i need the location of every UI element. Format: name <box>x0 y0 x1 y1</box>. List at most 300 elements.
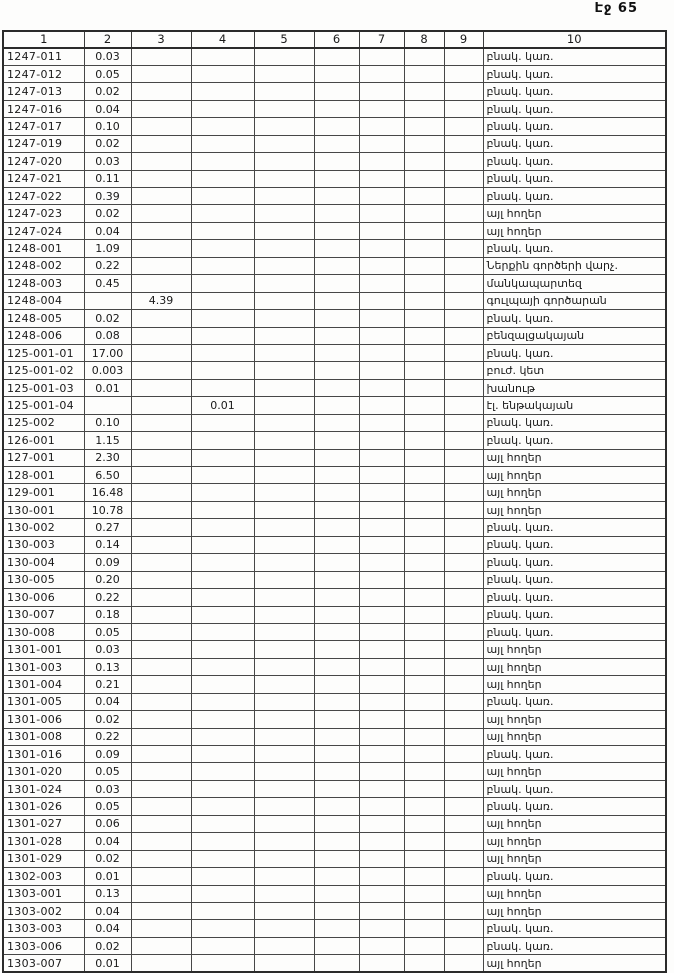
table-row <box>3 711 666 728</box>
empty-cell <box>404 467 444 484</box>
area-value: 0.04 <box>84 100 131 117</box>
column-header: 6 <box>314 31 359 48</box>
area-value <box>191 798 254 815</box>
parcel-code: 1247-022 <box>3 188 84 205</box>
empty-cell <box>444 83 483 100</box>
empty-cell <box>314 100 359 117</box>
parcel-code: 1248-005 <box>3 310 84 327</box>
empty-cell <box>404 449 444 466</box>
empty-cell <box>444 275 483 292</box>
empty-cell <box>444 484 483 501</box>
area-value <box>131 902 191 919</box>
parcel-code: 130-004 <box>3 554 84 571</box>
empty-cell <box>314 902 359 919</box>
table-row <box>3 623 666 640</box>
land-use-label: այլ հողեր <box>483 728 666 745</box>
land-use-label: բնակ. կառ. <box>483 135 666 152</box>
empty-cell <box>404 501 444 518</box>
empty-cell <box>404 920 444 937</box>
area-value <box>131 937 191 954</box>
empty-cell <box>254 501 314 518</box>
area-value: 16.48 <box>84 484 131 501</box>
empty-cell <box>444 379 483 396</box>
area-value <box>131 467 191 484</box>
table-row <box>3 327 666 344</box>
area-value <box>131 850 191 867</box>
area-value: 0.01 <box>84 379 131 396</box>
area-value <box>191 205 254 222</box>
table-row <box>3 135 666 152</box>
empty-cell <box>444 711 483 728</box>
area-value: 0.05 <box>84 763 131 780</box>
land-use-label: բնակ. կառ. <box>483 780 666 797</box>
empty-cell <box>444 746 483 763</box>
parcel-code: 127-001 <box>3 449 84 466</box>
area-value <box>191 310 254 327</box>
parcel-code: 128-001 <box>3 467 84 484</box>
empty-cell <box>314 815 359 832</box>
area-value <box>131 693 191 710</box>
area-value <box>191 414 254 431</box>
empty-cell <box>254 379 314 396</box>
parcel-code: 125-002 <box>3 414 84 431</box>
area-value <box>191 589 254 606</box>
area-value <box>131 414 191 431</box>
land-use-label: այլ հողեր <box>483 711 666 728</box>
empty-cell <box>254 414 314 431</box>
table-row <box>3 554 666 571</box>
empty-cell <box>254 153 314 170</box>
empty-cell <box>444 310 483 327</box>
parcel-code: 1301-016 <box>3 746 84 763</box>
area-value <box>131 100 191 117</box>
land-use-label: այլ հողեր <box>483 815 666 832</box>
area-value <box>131 589 191 606</box>
area-value: 0.08 <box>84 327 131 344</box>
land-use-label: բնակ. կառ. <box>483 920 666 937</box>
area-value: 0.13 <box>84 885 131 902</box>
area-value: 0.05 <box>84 798 131 815</box>
parcel-code: 1247-012 <box>3 65 84 82</box>
area-value <box>131 885 191 902</box>
empty-cell <box>404 275 444 292</box>
area-value <box>131 135 191 152</box>
empty-cell <box>444 327 483 344</box>
area-value <box>131 188 191 205</box>
table-row <box>3 48 666 65</box>
table-row <box>3 484 666 501</box>
area-value <box>131 798 191 815</box>
area-value <box>131 205 191 222</box>
empty-cell <box>314 501 359 518</box>
empty-cell <box>254 658 314 675</box>
area-value: 6.50 <box>84 467 131 484</box>
parcel-code: 1248-006 <box>3 327 84 344</box>
area-value <box>191 885 254 902</box>
area-value <box>191 833 254 850</box>
area-value: 17.00 <box>84 344 131 361</box>
empty-cell <box>314 850 359 867</box>
empty-cell <box>359 83 404 100</box>
land-use-label: այլ հողեր <box>483 833 666 850</box>
empty-cell <box>444 362 483 379</box>
parcel-code: 1247-020 <box>3 153 84 170</box>
parcel-code: 130-003 <box>3 536 84 553</box>
area-value <box>131 379 191 396</box>
table-row <box>3 658 666 675</box>
area-value <box>131 397 191 414</box>
parcel-code: 1303-003 <box>3 920 84 937</box>
area-value <box>131 728 191 745</box>
parcel-code: 1248-004 <box>3 292 84 309</box>
empty-cell <box>444 885 483 902</box>
empty-cell <box>254 798 314 815</box>
land-use-label: բնակ. կառ. <box>483 118 666 135</box>
column-header: 8 <box>404 31 444 48</box>
land-use-label: բնակ. կառ. <box>483 240 666 257</box>
area-value <box>191 868 254 885</box>
empty-cell <box>254 257 314 274</box>
empty-cell <box>254 118 314 135</box>
land-use-label: այլ հողեր <box>483 763 666 780</box>
empty-cell <box>254 868 314 885</box>
empty-cell <box>254 240 314 257</box>
empty-cell <box>444 188 483 205</box>
empty-cell <box>254 728 314 745</box>
column-header: 4 <box>191 31 254 48</box>
area-value <box>191 257 254 274</box>
empty-cell <box>359 362 404 379</box>
land-use-label: այլ հողեր <box>483 641 666 658</box>
empty-cell <box>444 554 483 571</box>
area-value <box>131 920 191 937</box>
empty-cell <box>404 606 444 623</box>
area-value <box>131 780 191 797</box>
empty-cell <box>404 728 444 745</box>
area-value <box>131 449 191 466</box>
area-value: 0.02 <box>84 310 131 327</box>
parcel-code: 1301-003 <box>3 658 84 675</box>
table-row <box>3 763 666 780</box>
table-row <box>3 240 666 257</box>
empty-cell <box>314 432 359 449</box>
area-value: 0.02 <box>84 937 131 954</box>
table-row <box>3 362 666 379</box>
parcel-code: 1301-005 <box>3 693 84 710</box>
land-use-label: բենզալցակայան <box>483 327 666 344</box>
area-value <box>131 955 191 972</box>
empty-cell <box>359 850 404 867</box>
land-use-label: բնակ. կառ. <box>483 937 666 954</box>
area-value <box>131 554 191 571</box>
parcel-code: 1247-016 <box>3 100 84 117</box>
land-use-label: այլ հողեր <box>483 205 666 222</box>
empty-cell <box>254 536 314 553</box>
empty-cell <box>404 711 444 728</box>
area-value <box>191 519 254 536</box>
parcel-code: 1301-004 <box>3 676 84 693</box>
land-use-label: բնակ. կառ. <box>483 571 666 588</box>
empty-cell <box>404 362 444 379</box>
empty-cell <box>359 920 404 937</box>
empty-cell <box>254 571 314 588</box>
empty-cell <box>444 153 483 170</box>
empty-cell <box>359 693 404 710</box>
area-value <box>191 100 254 117</box>
empty-cell <box>359 623 404 640</box>
land-use-label: բնակ. կառ. <box>483 868 666 885</box>
area-value <box>131 170 191 187</box>
empty-cell <box>314 868 359 885</box>
area-value <box>191 484 254 501</box>
empty-cell <box>404 850 444 867</box>
empty-cell <box>444 118 483 135</box>
empty-cell <box>254 397 314 414</box>
table-row <box>3 118 666 135</box>
land-use-label: այլ հողեր <box>483 902 666 919</box>
empty-cell <box>404 868 444 885</box>
empty-cell <box>314 467 359 484</box>
empty-cell <box>254 833 314 850</box>
table-row <box>3 397 666 414</box>
empty-cell <box>314 833 359 850</box>
area-value <box>191 153 254 170</box>
parcel-code: 125-001-04 <box>3 397 84 414</box>
area-value: 0.04 <box>84 920 131 937</box>
parcel-code: 1247-013 <box>3 83 84 100</box>
area-value <box>191 118 254 135</box>
empty-cell <box>444 414 483 431</box>
land-use-label: բնակ. կառ. <box>483 606 666 623</box>
empty-cell <box>254 100 314 117</box>
empty-cell <box>444 955 483 972</box>
area-value <box>191 623 254 640</box>
empty-cell <box>404 100 444 117</box>
table-row <box>3 728 666 745</box>
header-row <box>3 31 666 48</box>
empty-cell <box>359 641 404 658</box>
empty-cell <box>314 955 359 972</box>
area-value <box>191 606 254 623</box>
area-value: 0.04 <box>84 222 131 239</box>
empty-cell <box>359 955 404 972</box>
table-row <box>3 519 666 536</box>
empty-cell <box>254 170 314 187</box>
empty-cell <box>359 798 404 815</box>
parcel-code: 130-002 <box>3 519 84 536</box>
area-value <box>191 815 254 832</box>
empty-cell <box>254 920 314 937</box>
empty-cell <box>314 641 359 658</box>
empty-cell <box>254 711 314 728</box>
land-use-label: այլ հողեր <box>483 850 666 867</box>
area-value <box>131 763 191 780</box>
empty-cell <box>254 449 314 466</box>
area-value <box>191 658 254 675</box>
empty-cell <box>254 83 314 100</box>
empty-cell <box>404 519 444 536</box>
empty-cell <box>359 414 404 431</box>
area-value: 0.02 <box>84 850 131 867</box>
empty-cell <box>314 170 359 187</box>
land-use-label: այլ հողեր <box>483 449 666 466</box>
parcel-code: 1301-008 <box>3 728 84 745</box>
land-use-label: խանութ <box>483 379 666 396</box>
empty-cell <box>314 746 359 763</box>
table-row <box>3 641 666 658</box>
empty-cell <box>359 937 404 954</box>
area-value: 2.30 <box>84 449 131 466</box>
table-row <box>3 310 666 327</box>
area-value: 0.45 <box>84 275 131 292</box>
empty-cell <box>404 641 444 658</box>
land-use-label: այլ հողեր <box>483 955 666 972</box>
empty-cell <box>314 362 359 379</box>
empty-cell <box>359 100 404 117</box>
land-use-label: բնակ. կառ. <box>483 170 666 187</box>
area-value: 0.03 <box>84 780 131 797</box>
area-value <box>191 571 254 588</box>
empty-cell <box>359 397 404 414</box>
area-value <box>191 467 254 484</box>
empty-cell <box>359 292 404 309</box>
empty-cell <box>444 449 483 466</box>
empty-cell <box>254 676 314 693</box>
area-value: 0.04 <box>84 693 131 710</box>
empty-cell <box>254 432 314 449</box>
table-row <box>3 153 666 170</box>
empty-cell <box>254 135 314 152</box>
parcel-code: 1301-029 <box>3 850 84 867</box>
parcel-code: 1247-023 <box>3 205 84 222</box>
area-value <box>131 257 191 274</box>
area-value <box>191 780 254 797</box>
table-row <box>3 188 666 205</box>
area-value: 0.27 <box>84 519 131 536</box>
empty-cell <box>254 815 314 832</box>
empty-cell <box>314 885 359 902</box>
empty-cell <box>314 188 359 205</box>
empty-cell <box>404 292 444 309</box>
area-value <box>84 292 131 309</box>
empty-cell <box>404 658 444 675</box>
empty-cell <box>314 275 359 292</box>
area-value <box>191 135 254 152</box>
empty-cell <box>314 571 359 588</box>
area-value: 0.02 <box>84 711 131 728</box>
empty-cell <box>359 606 404 623</box>
empty-cell <box>359 449 404 466</box>
area-value: 0.21 <box>84 676 131 693</box>
empty-cell <box>359 589 404 606</box>
empty-cell <box>359 48 404 65</box>
empty-cell <box>254 641 314 658</box>
empty-cell <box>359 379 404 396</box>
land-use-label: այլ հողեր <box>483 501 666 518</box>
empty-cell <box>359 519 404 536</box>
table-row <box>3 920 666 937</box>
table-row <box>3 536 666 553</box>
empty-cell <box>404 780 444 797</box>
empty-cell <box>444 65 483 82</box>
area-value <box>131 868 191 885</box>
area-value <box>131 222 191 239</box>
empty-cell <box>314 606 359 623</box>
empty-cell <box>314 414 359 431</box>
empty-cell <box>314 344 359 361</box>
empty-cell <box>254 623 314 640</box>
empty-cell <box>404 798 444 815</box>
empty-cell <box>314 780 359 797</box>
land-use-label: էլ. ենթակայան <box>483 397 666 414</box>
area-value <box>191 379 254 396</box>
parcel-code: 125-001-01 <box>3 344 84 361</box>
area-value <box>191 222 254 239</box>
table-row <box>3 868 666 885</box>
empty-cell <box>314 310 359 327</box>
area-value <box>191 275 254 292</box>
empty-cell <box>254 763 314 780</box>
empty-cell <box>404 554 444 571</box>
area-value: 10.78 <box>84 501 131 518</box>
empty-cell <box>254 589 314 606</box>
empty-cell <box>359 728 404 745</box>
empty-cell <box>359 432 404 449</box>
area-value: 0.10 <box>84 414 131 431</box>
empty-cell <box>404 153 444 170</box>
empty-cell <box>404 763 444 780</box>
empty-cell <box>314 920 359 937</box>
table-row <box>3 937 666 954</box>
empty-cell <box>444 815 483 832</box>
empty-cell <box>359 275 404 292</box>
empty-cell <box>404 885 444 902</box>
empty-cell <box>444 606 483 623</box>
empty-cell <box>359 222 404 239</box>
table-row <box>3 589 666 606</box>
area-value <box>131 623 191 640</box>
area-value: 0.18 <box>84 606 131 623</box>
empty-cell <box>359 153 404 170</box>
empty-cell <box>314 658 359 675</box>
land-use-label: այլ հողեր <box>483 484 666 501</box>
area-value: 0.09 <box>84 746 131 763</box>
area-value <box>191 711 254 728</box>
parcel-code: 1303-007 <box>3 955 84 972</box>
empty-cell <box>359 135 404 152</box>
empty-cell <box>359 536 404 553</box>
table-row <box>3 815 666 832</box>
area-value <box>191 344 254 361</box>
empty-cell <box>404 676 444 693</box>
empty-cell <box>359 118 404 135</box>
area-value: 0.01 <box>84 955 131 972</box>
area-value <box>191 83 254 100</box>
area-value <box>131 48 191 65</box>
empty-cell <box>254 606 314 623</box>
parcel-code: 130-006 <box>3 589 84 606</box>
area-value: 0.04 <box>84 902 131 919</box>
area-value: 0.05 <box>84 623 131 640</box>
area-value <box>131 711 191 728</box>
area-value: 0.22 <box>84 257 131 274</box>
table-row <box>3 65 666 82</box>
area-value <box>191 170 254 187</box>
empty-cell <box>314 118 359 135</box>
empty-cell <box>314 379 359 396</box>
land-use-label: բնակ. կառ. <box>483 589 666 606</box>
table-row <box>3 432 666 449</box>
